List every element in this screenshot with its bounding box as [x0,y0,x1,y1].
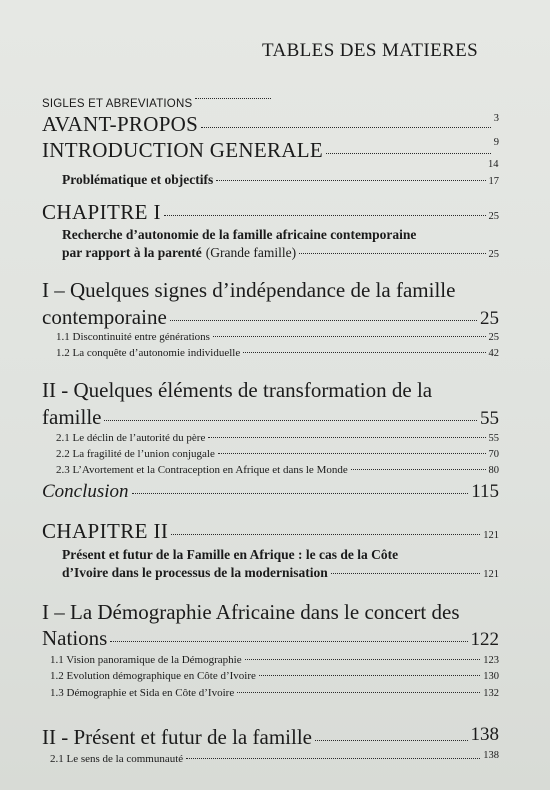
toc-entry-page: 122 [470,629,499,650]
toc-entry-part-4[interactable] [42,725,499,750]
toc-entry-page: 115 [471,481,499,502]
toc-entry-problematique[interactable] [62,172,499,188]
toc-entry-avant-propos[interactable] [42,112,499,137]
toc-entry-chapitre-1[interactable] [42,200,499,225]
toc-entry-page: 70 [488,449,499,460]
toc-entry-label: 1.2 Evolution démographique en Côte d’Ivoire [50,670,256,682]
dot-leader [243,352,485,353]
toc-entry-label: famille [42,405,102,429]
toc-entry-label: Problématique et objectifs [62,172,214,187]
toc-entry-sigles[interactable] [42,98,274,110]
dot-leader [104,420,477,421]
dot-leader [315,740,468,741]
dot-leader [186,758,480,759]
toc-entry-page: 25 [488,332,499,343]
toc-entry-4-1[interactable] [50,750,499,765]
toc-entry-label: 1.1 Vision panoramique de la Démographie [50,654,242,666]
toc-entry-label: CHAPITRE I [42,200,161,224]
toc-entry-page: 80 [488,465,499,476]
part-title-line: I – Quelques signes d’indépendance de la famille [42,278,456,302]
dot-leader [216,180,485,181]
page-title: TABLES DES MATIERES [262,40,479,61]
toc-entry-2-2[interactable] [56,448,499,460]
dot-leader [170,320,477,321]
toc-entry-part-1[interactable] [42,305,499,330]
toc-entry-label: II - Présent et futur de la famille [42,725,312,749]
toc-entry-label: CHAPITRE II [42,519,169,543]
toc-entry-page: 3 [493,113,499,124]
toc-entry-label: par rapport à la parenté [62,245,202,260]
toc-entry-page: 14 [488,159,499,170]
toc-entry-label: 2.3 L’Avortement et la Contraception en Afrique et dans le Monde [56,464,348,476]
toc-entry-label: 1.2 La conquête d’autonomie individuelle [56,347,241,359]
toc-entry-page: 130 [483,671,499,682]
toc-entry-label: AVANT-PROPOS [42,112,199,136]
dot-leader [299,253,485,254]
toc-entry-label: contemporaine [42,305,167,329]
toc-entry-label: 2.1 Le déclin de l’autorité du père [56,432,206,444]
toc-entry-page: 132 [483,688,499,699]
dot-leader [201,127,491,128]
dot-leader [171,534,480,535]
dot-leader [195,98,271,99]
toc-entry-part-2[interactable] [42,405,499,430]
dot-leader [259,675,480,676]
toc-entry-page: 55 [480,408,499,429]
toc-entry-2-3[interactable] [56,464,499,476]
toc-entry-page: 121 [483,530,499,541]
toc-entry-2-1[interactable] [56,432,499,444]
toc-entry-chapitre-2-subtitle[interactable] [62,565,499,581]
toc-entry-conclusion[interactable] [42,481,499,503]
toc-entry-page: 25 [488,211,499,222]
toc-entry-label: 2.2 La fragilité de l’union conjugale [56,448,215,460]
toc-entry-page: 17 [488,176,499,187]
dot-leader [110,641,467,642]
toc-entry-introduction[interactable] [42,138,499,163]
toc-entry-page: 55 [488,433,499,444]
dot-leader [213,336,486,337]
dot-leader [331,573,480,574]
toc-entry-page: 123 [483,655,499,666]
toc-entry-page: 121 [483,569,499,580]
toc-entry-page: 42 [488,348,499,359]
part-title-line: I – La Démographie Africaine dans le concert des [42,600,460,624]
toc-entry-1-1[interactable] [56,331,499,343]
toc-entry-page: 25 [480,308,499,329]
toc-entry-label: INTRODUCTION GENERALE [42,138,324,162]
toc-entry-part-3[interactable] [42,626,499,651]
toc-entry-page: 25 [488,249,499,260]
dot-leader [351,469,486,470]
toc-entry-page: 9 [493,137,499,148]
toc-entry-3-1[interactable] [50,654,499,666]
toc-entry-page: 138 [470,724,499,745]
dot-leader [132,493,469,494]
toc-entry-chapitre-2[interactable] [42,519,499,544]
dot-leader [326,153,491,154]
dot-leader [218,453,486,454]
dot-leader [237,692,480,693]
chapter-subtitle-line: Présent et futur de la Famille en Afrique : le cas de la Côte [62,547,399,562]
toc-entry-label: Conclusion [42,481,129,502]
toc-entry-label: 1.3 Démographie et Sida en Côte d’Ivoire [50,687,235,699]
toc-entry-label: d’Ivoire dans le processus de la modernisation [62,565,328,580]
toc-entry-3-3[interactable] [50,687,499,699]
chapter-subtitle-line: Recherche d’autonomie de la famille africaine contemporaine [62,227,417,242]
toc-entry-label-note: (Grande famille) [205,245,297,260]
toc-entry-label: 1.1 Discontinuité entre générations [56,331,210,343]
toc-entry-chapitre-1-subtitle[interactable] [62,245,499,261]
part-title-line: II - Quelques éléments de transformation de la [42,378,433,402]
toc-entry-label: SIGLES ET ABREVIATIONS [42,98,193,110]
toc-entry-3-2[interactable] [50,670,499,682]
dot-leader [164,215,486,216]
toc-entry-label: 2.1 Le sens de la communauté [50,753,184,765]
dot-leader [245,659,481,660]
toc-entry-label: Nations [42,626,108,650]
dot-leader [208,437,485,438]
toc-entry-1-2[interactable] [56,347,499,359]
toc-entry-page: 138 [483,750,499,761]
